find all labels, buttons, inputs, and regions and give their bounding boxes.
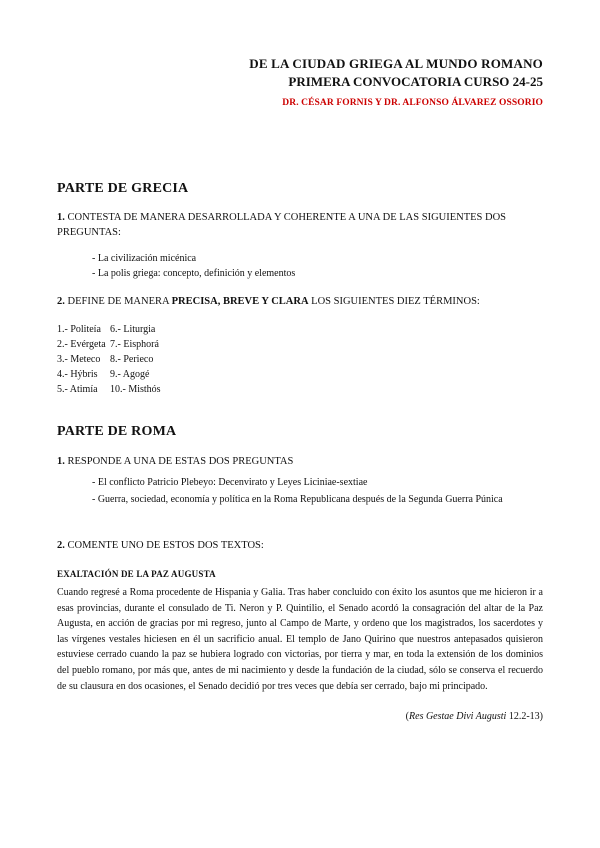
term: 7.- Eisphorá bbox=[110, 339, 159, 350]
terms-row bbox=[57, 367, 161, 382]
term: 8.- Perieco bbox=[110, 354, 154, 365]
question-text: CONTESTA DE MANERA DESARROLLADA Y COHERENTE A UNA DE LAS SIGUIENTES DOS PREGUNTAS: bbox=[57, 212, 507, 238]
question-number: 2. bbox=[57, 540, 65, 551]
rome-option-2: - Guerra, sociedad, economía y política en la Roma Republicana después de la Segunda Guerra Púnica bbox=[92, 494, 503, 505]
term: 3.- Meteco bbox=[57, 354, 101, 365]
source-citation bbox=[406, 711, 543, 722]
course-title: DE LA CIUDAD GRIEGA AL MUNDO ROMANO bbox=[249, 56, 543, 71]
rome-option-1: - El conflicto Patricio Plebeyo: Decenvirato y Leyes Liciniae-sextiae bbox=[92, 477, 368, 488]
terms-row bbox=[57, 322, 161, 337]
term: 2.- Evérgeta bbox=[57, 339, 106, 350]
exam-session: PRIMERA CONVOCATORIA CURSO 24-25 bbox=[288, 74, 543, 89]
source-text-title: EXALTACIÓN DE LA PAZ AUGUSTA bbox=[57, 569, 216, 579]
greece-option-1: - La civilización micénica bbox=[92, 253, 197, 264]
term: 9.- Agogé bbox=[110, 369, 150, 380]
question-text: COMENTE UNO DE ESTOS DOS TEXTOS: bbox=[64, 540, 264, 551]
question-number: 1. bbox=[57, 212, 65, 223]
source-text-body: Cuando regresé a Roma procedente de Hispania y Galia. Tras haber concluido con éxito los asuntos que me hicieron ir a esas provincias, durante el consulado de Ti. Neron y P. Quintilio, el Senado acordó la consagración del altar de la Paz Augusta, en acción de gracias por mi regreso, junto al Campo de Marte, y ordeno que los magistrados, los sacerdotes y las vírgenes vestales hiciesen en él un sacrificio anual. El templo de Jano Quirino que nuestros antepasados quisieron estuviese cerrado cuando la paz se hubiera logrado con victorias, por tierra y mar, en toda la extensión de los dominios del pueblo romano, por más que, antes de mi nacimiento y desde la fundación de la ciudad, sólo se conserva el recuerdo de su clausura en dos ocasiones, el Senado decidió por tres veces que debía ser cerrado, bajo mi principado. bbox=[57, 587, 543, 692]
term: 10.- Misthós bbox=[110, 384, 161, 395]
rome-question-1 bbox=[57, 454, 543, 469]
terms-row bbox=[57, 337, 161, 352]
greece-question-1 bbox=[57, 210, 543, 240]
terms-row bbox=[57, 382, 161, 397]
question-emphasis: PRECISA, BREVE Y CLARA bbox=[171, 296, 309, 307]
citation-ref: 12.2-13) bbox=[506, 711, 543, 722]
term: 6.- Liturgia bbox=[110, 324, 156, 335]
terms-row bbox=[57, 352, 161, 367]
greece-option-2: - La polis griega: concepto, definición y elementos bbox=[92, 268, 296, 279]
term: 1.- Politeía bbox=[57, 324, 101, 335]
greece-section-title: PARTE DE GRECIA bbox=[57, 181, 189, 196]
term: 5.- Atimía bbox=[57, 384, 98, 395]
question-text: RESPONDE A UNA DE ESTAS DOS PREGUNTAS bbox=[64, 456, 294, 467]
question-text-end: LOS SIGUIENTES DIEZ TÉRMINOS: bbox=[308, 296, 480, 307]
citation-work: Res Gestae Divi Augusti bbox=[409, 711, 507, 722]
citation-open: ( bbox=[405, 711, 410, 722]
question-number: 2. bbox=[57, 296, 65, 307]
question-number: 1. bbox=[57, 456, 65, 467]
greece-question-2 bbox=[57, 294, 543, 309]
authors-line: DR. CÉSAR FORNIS Y DR. ALFONSO ÁLVAREZ OSSORIO bbox=[282, 98, 543, 108]
rome-section-title: PARTE DE ROMA bbox=[57, 424, 177, 439]
term: 4.- Hýbris bbox=[57, 369, 98, 380]
rome-question-2 bbox=[57, 538, 543, 553]
question-text: DEFINE DE MANERA bbox=[64, 296, 172, 307]
terms-list bbox=[57, 322, 161, 397]
